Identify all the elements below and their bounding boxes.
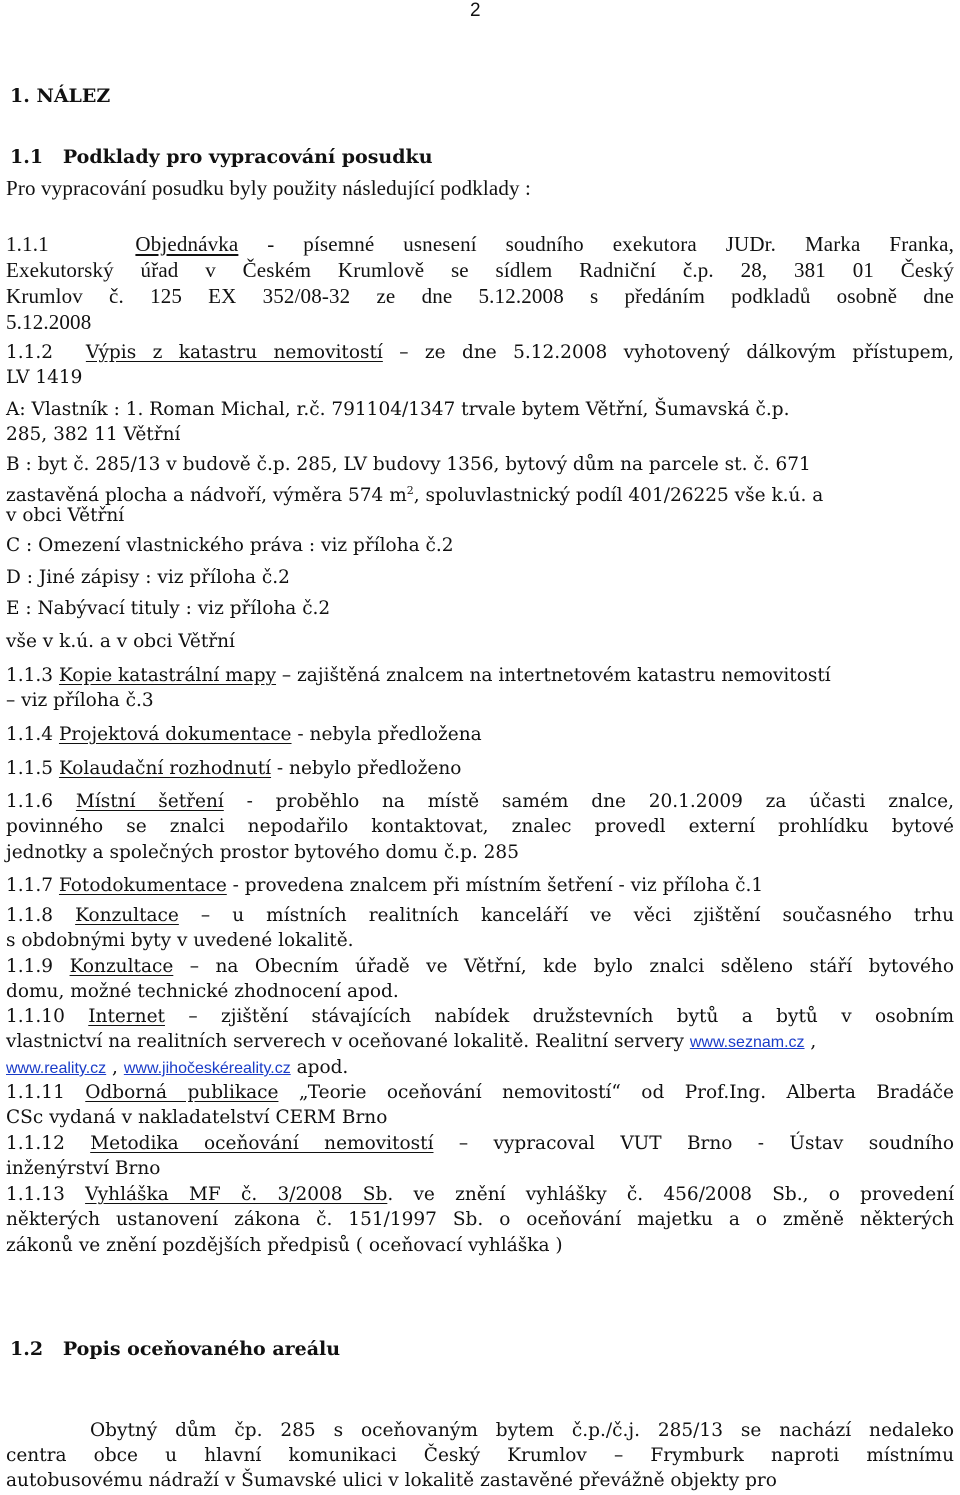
text-line: LV 1419 — [6, 367, 83, 388]
item-metodika: 1.1.12 Metodika oceňování nemovitostí – vypracoval VUT Brno - Ústav soudního — [6, 1133, 954, 1154]
text-line: některých ustanovení zákona č. 151/1997 Sb. o oceňování majetku a o změně některých — [6, 1209, 954, 1230]
item-internet: 1.1.10 Internet – zjištění stávajících nabídek družstevních bytů a bytů v osobním — [6, 1006, 955, 1027]
link-jihoceskereality[interactable]: www.jihočeskéreality.cz — [123, 1060, 291, 1077]
text-line: zastavěná plocha a nádvoří, výměra 574 $m^2$, spoluvlastnický podíl 401/26225 vše k.ú. a — [6, 484, 824, 507]
item-title: Internet — [88, 1006, 165, 1027]
text-line: Exekutorský úřad v Českém Krumlově se sídlem Radniční č.p. 28, 381 01 Český — [6, 258, 954, 282]
text-line: domu, možné technické zhodnocení apod. — [6, 981, 399, 1002]
owner-line: A: Vlastník : 1. Roman Michal, r.č. 791104/1347 trvale bytem Větřní, Šumavská č.p. — [6, 399, 790, 420]
text-line: v obci Větřní — [6, 505, 125, 526]
item-title: Metodika oceňování nemovitostí — [90, 1133, 434, 1154]
text-line: 285, 382 11 Větřní — [6, 424, 181, 445]
item-objednavka: 1.1.1 Objednávka - písemné usnesení soudního exekutora JUDr. Marka Franka, — [6, 232, 954, 256]
item-title: Výpis z katastru nemovitostí — [85, 342, 383, 363]
section-d: D : Jiné zápisy : viz příloha č.2 — [6, 567, 290, 588]
item-title: Odborná publikace — [85, 1082, 279, 1103]
item-title: Místní šetření — [75, 791, 224, 812]
item-title: Kolaudační rozhodnutí — [58, 758, 272, 779]
text-line: inženýrství Brno — [6, 1158, 161, 1179]
item-publikace: 1.1.11 Odborná publikace „Teorie oceňování nemovitostí“ od Prof.Ing. Alberta Bradáče — [6, 1082, 954, 1103]
popis-line: Obytný dům čp. 285 s oceňovaným bytem č.p./č.j. 285/13 se nachází nedaleko — [90, 1420, 954, 1441]
text-line: vlastnictví na realitních serverech v oceňované lokalitě. Realitní servery www.seznam.cz , — [6, 1031, 817, 1052]
heading-popis: 1.2 Popis oceňovaného areálu — [10, 1338, 341, 1360]
item-title: Vyhláška MF č. 3/2008 Sb — [85, 1184, 388, 1205]
text-line: CSc vydaná v nakladatelství CERM Brno — [6, 1107, 388, 1128]
text-line: jednotky a společných prostor bytového domu č.p. 285 — [6, 842, 519, 863]
item-setreni: 1.1.6 Místní šetření - proběhlo na místě samém dne 20.1.2009 za účasti znalce, — [6, 791, 954, 812]
item-foto: 1.1.7 Fotodokumentace - provedena znalcem při místním šetření - viz příloha č.1 — [6, 875, 764, 896]
item-title: Objednávka — [135, 232, 239, 256]
item-title: Konzultace — [69, 956, 174, 977]
section-c: C : Omezení vlastnického práva : viz příloha č.2 — [6, 535, 454, 556]
item-title: Projektová dokumentace — [58, 724, 292, 745]
item-konzultace-ou: 1.1.9 Konzultace – na Obecním úřadě ve Větřní, kde bylo znalci sděleno stáří bytového — [6, 956, 954, 977]
text-line: vše v k.ú. a v obci Větřní — [6, 631, 235, 652]
text-line: s obdobnými byty v uvedené lokalitě. — [6, 930, 354, 951]
intro-text: Pro vypracování posudku byly použity následující podklady : — [6, 176, 532, 200]
link-reality[interactable]: www.reality.cz — [6, 1060, 107, 1077]
heading-podklady: 1.1 Podklady pro vypracování posudku — [10, 146, 433, 168]
text-line: – viz příloha č.3 — [6, 690, 154, 711]
item-mapa: 1.1.3 Kopie katastrální mapy – zajištěná znalcem na intertnetovém katastru nemovitostí — [6, 665, 831, 686]
item-konzultace-rk: 1.1.8 Konzultace – u místních realitních kanceláří ve věci zjištění současného trhu — [6, 905, 954, 926]
item-vypis: 1.1.2 Výpis z katastru nemovitostí – ze dne 5.12.2008 vyhotovený dálkovým přístupem, — [6, 342, 954, 363]
item-vyhlaska: 1.1.13 Vyhláška MF č. 3/2008 Sb. ve znění vyhlášky č. 456/2008 Sb., o provedení — [6, 1184, 954, 1205]
section-e: E : Nabývací tituly : viz příloha č.2 — [6, 598, 331, 619]
item-title: Fotodokumentace — [58, 875, 227, 896]
text-line: zákonů ve znění pozdějších předpisů ( oceňovací vyhláška ) — [6, 1235, 563, 1256]
item-title: Konzultace — [75, 905, 179, 926]
text-line: www.reality.cz , www.jihočeskéreality.cz apod. — [6, 1057, 349, 1078]
text-line: povinného se znalci nepodařilo kontaktovat, znalec provedl externí prohlídku bytové — [6, 816, 954, 837]
heading-nalez: 1. NÁLEZ — [10, 85, 111, 107]
page-number: 2 — [470, 0, 481, 21]
text-line: Krumlov č. 125 EX 352/08-32 ze dne 5.12.2008 s předáním podkladů osobně dne — [6, 284, 954, 308]
link-seznam[interactable]: www.seznam.cz — [689, 1034, 805, 1051]
item-title: Kopie katastrální mapy — [58, 665, 277, 686]
popis-line: autobusovému nádraží v Šumavské ulici v lokalitě zastavěné převážně objekty pro — [6, 1470, 777, 1491]
item-kolaudace: 1.1.5 Kolaudační rozhodnutí - nebylo předloženo — [6, 758, 462, 779]
popis-line: centra obce u hlavní komunikaci Český Krumlov – Frymburk naproti místnímu — [6, 1445, 954, 1466]
item-projekt: 1.1.4 Projektová dokumentace - nebyla předložena — [6, 724, 482, 745]
text-line: 5.12.2008 — [6, 310, 92, 334]
unit-line: B : byt č. 285/13 v budově č.p. 285, LV budovy 1356, bytový dům na parcele st. č. 671 — [6, 454, 811, 475]
